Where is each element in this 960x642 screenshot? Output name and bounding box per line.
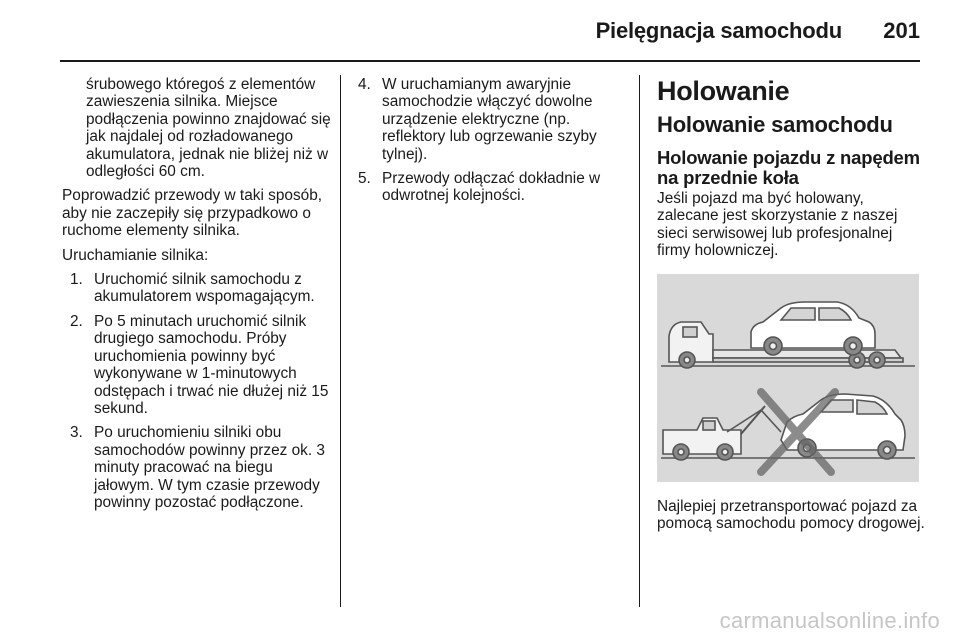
step-number: 5.	[358, 170, 371, 188]
start-steps-list	[62, 271, 332, 511]
column-divider-1	[340, 75, 341, 607]
list-item	[70, 271, 332, 306]
step-text: Po uruchomieniu silniki obu samochodów powinny przez ok. 3 minuty pracować na biegu jałowym. W tym czasie przewody powinny pozostać podłączone.	[94, 424, 325, 511]
flatbed-truck-scene	[661, 302, 915, 368]
cable-routing-paragraph: Poprowadzić przewody w taki sposób, aby nie zaczepiły się przypadkowo o ruchome elementy silnika.	[62, 187, 323, 240]
start-steps-list-continued	[358, 76, 620, 205]
step-number: 2.	[70, 312, 83, 330]
step-text: W uruchamianym awaryjnie samochodzie włączyć dowolne urządzenie elektryczne (np. reflektory lub ogrzewanie szyby tylnej).	[382, 76, 597, 163]
list-item	[70, 424, 332, 511]
step-text: Uruchomić silnik samochodu z akumulatorem wspomagającym.	[94, 271, 315, 306]
list-item	[358, 76, 620, 163]
subsection-heading: Holowanie samochodu	[657, 112, 893, 137]
page-header	[0, 0, 960, 60]
list-item	[358, 170, 620, 205]
column-1	[62, 76, 332, 518]
header-divider	[60, 60, 920, 62]
towing-illustration	[657, 274, 919, 482]
column-divider-2	[639, 75, 640, 607]
step-number: 3.	[70, 424, 83, 442]
site-watermark: carmanualsonline.info	[719, 608, 940, 633]
step-number: 1.	[70, 271, 83, 289]
continued-paragraph: śrubowego któregoś z elementów zawieszenia silnika. Miejsce podłączenia powinno znajdować się jak najdalej od rozładowanego akumulatora, jednak nie bliżej niż w odległości 60 cm.	[86, 76, 331, 181]
section-heading: Holowanie	[657, 76, 790, 106]
column-2	[358, 76, 620, 212]
page-number: 201	[883, 18, 920, 43]
step-number: 4.	[358, 76, 371, 93]
topic-heading: Holowanie pojazdu z napędem na przednie koła	[657, 147, 920, 188]
step-text: Przewody odłączać dokładnie w odwrotnej kolejności.	[382, 170, 601, 205]
towing-recommendation-paragraph: Najlepiej przetransportować pojazd za pomocą samochodu pomocy drogowej.	[657, 497, 925, 533]
towing-intro-paragraph: Jeśli pojazd ma być holowany, zalecane jest skorzystanie z naszej sieci serwisowej lub profesjonalnej firmy holowniczej.	[657, 190, 898, 260]
towing-diagram-svg	[657, 274, 919, 482]
header-title: Pielęgnacja samochodu	[595, 18, 842, 43]
steps-label: Uruchamianie silnika:	[62, 246, 209, 264]
list-item	[70, 313, 332, 417]
column-3	[657, 76, 925, 539]
step-text: Po 5 minutach uruchomić silnik drugiego samochodu. Próby uruchomienia powinny być wykonywane w 1-minutowych odstępach i trwać nie dłużej niż 15 sekund.	[94, 312, 329, 417]
